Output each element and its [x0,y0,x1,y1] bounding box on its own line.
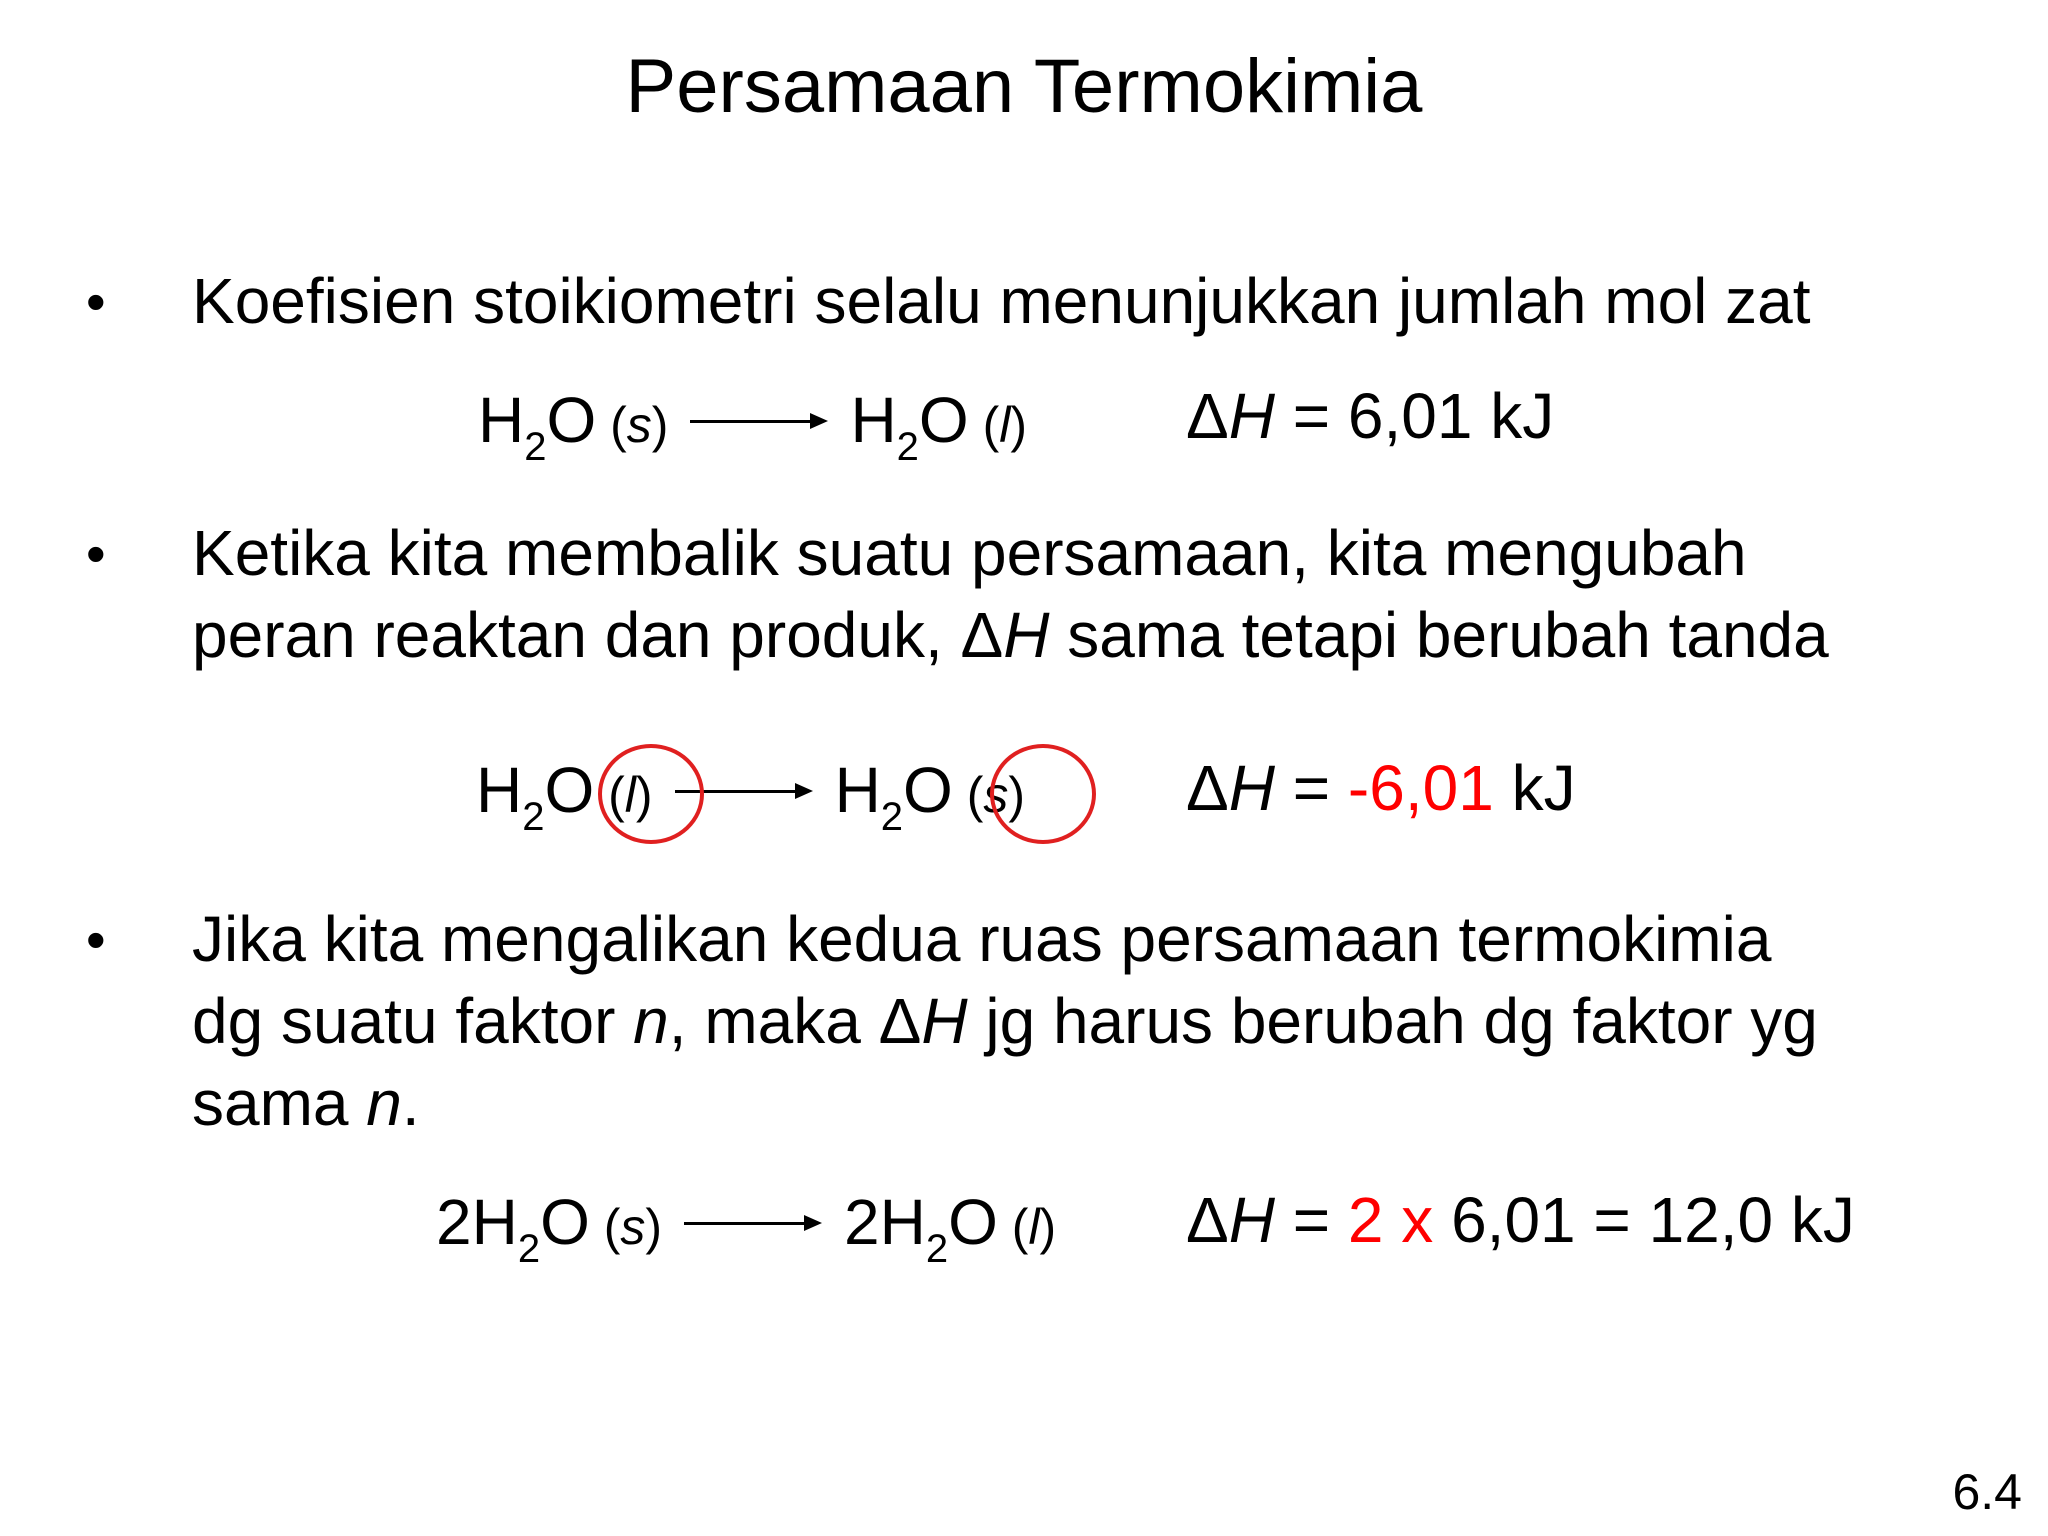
equation-1 [478,380,1027,469]
eq2-left-state: (l) [594,767,653,823]
eq3-enthalpy: ΔH = 2 x 6,01 = 12,0 kJ [1186,1184,1855,1256]
eq3-left-species: $2H_2O$ [436,1186,590,1271]
bullet-3-line-2: dg suatu faktor n, maka ΔH jg harus berubah dg faktor yg [192,985,1818,1057]
eq3-right-species: $2H_2O$ [844,1186,998,1271]
bullet-marker-1: • [86,270,106,333]
eq1-left-state: (s) [596,397,669,453]
equation-2 [476,750,1025,839]
page-number: 6.4 [1952,1464,2022,1520]
eq1-left-species: $H_2O$ [478,384,597,469]
bullet-3-line-3: sama n. [192,1067,420,1139]
bullet-2-line-1: Ketika kita membalik suatu persamaan, kita mengubah [192,517,1747,589]
bullet-marker-2: • [86,522,106,585]
eq3-left-state: (s) [589,1199,663,1255]
bullet-3-line-1: Jika kita mengalikan kedua ruas persamaan termokimia [192,903,1772,975]
highlight-circle-icon [990,744,1096,844]
eq2-right-state: (s) [952,767,1026,823]
highlight-circle-icon [598,744,704,844]
eq2-left-species: $H_2O$ [476,754,595,839]
eq1-right-species: $H_2O$ [850,384,969,469]
bullet-2-line-2: peran reaktan dan produk, ΔH sama tetapi berubah tanda [192,599,1829,671]
eq1-enthalpy: ΔH = 6,01 kJ [1186,380,1555,452]
slide-title: Persamaan Termokimia [625,44,1423,129]
bullet-marker-3: • [86,908,106,971]
eq2-right-species: $H_2O$ [834,754,953,839]
equation-3 [436,1182,1056,1271]
multiplier-factor: 2 x [1347,1184,1434,1256]
eq2-enthalpy: ΔH = -6,01 kJ [1186,752,1576,824]
reaction-arrow-icon [684,1182,822,1262]
eq1-right-state: (l) [968,397,1028,453]
reaction-arrow-icon [690,380,828,460]
negated-value: -6,01 [1347,752,1494,824]
eq3-right-state: (l) [997,1199,1057,1255]
bullet-1-text: Koefisien stoikiometri selalu menunjukkan jumlah mol zat [192,265,1811,337]
